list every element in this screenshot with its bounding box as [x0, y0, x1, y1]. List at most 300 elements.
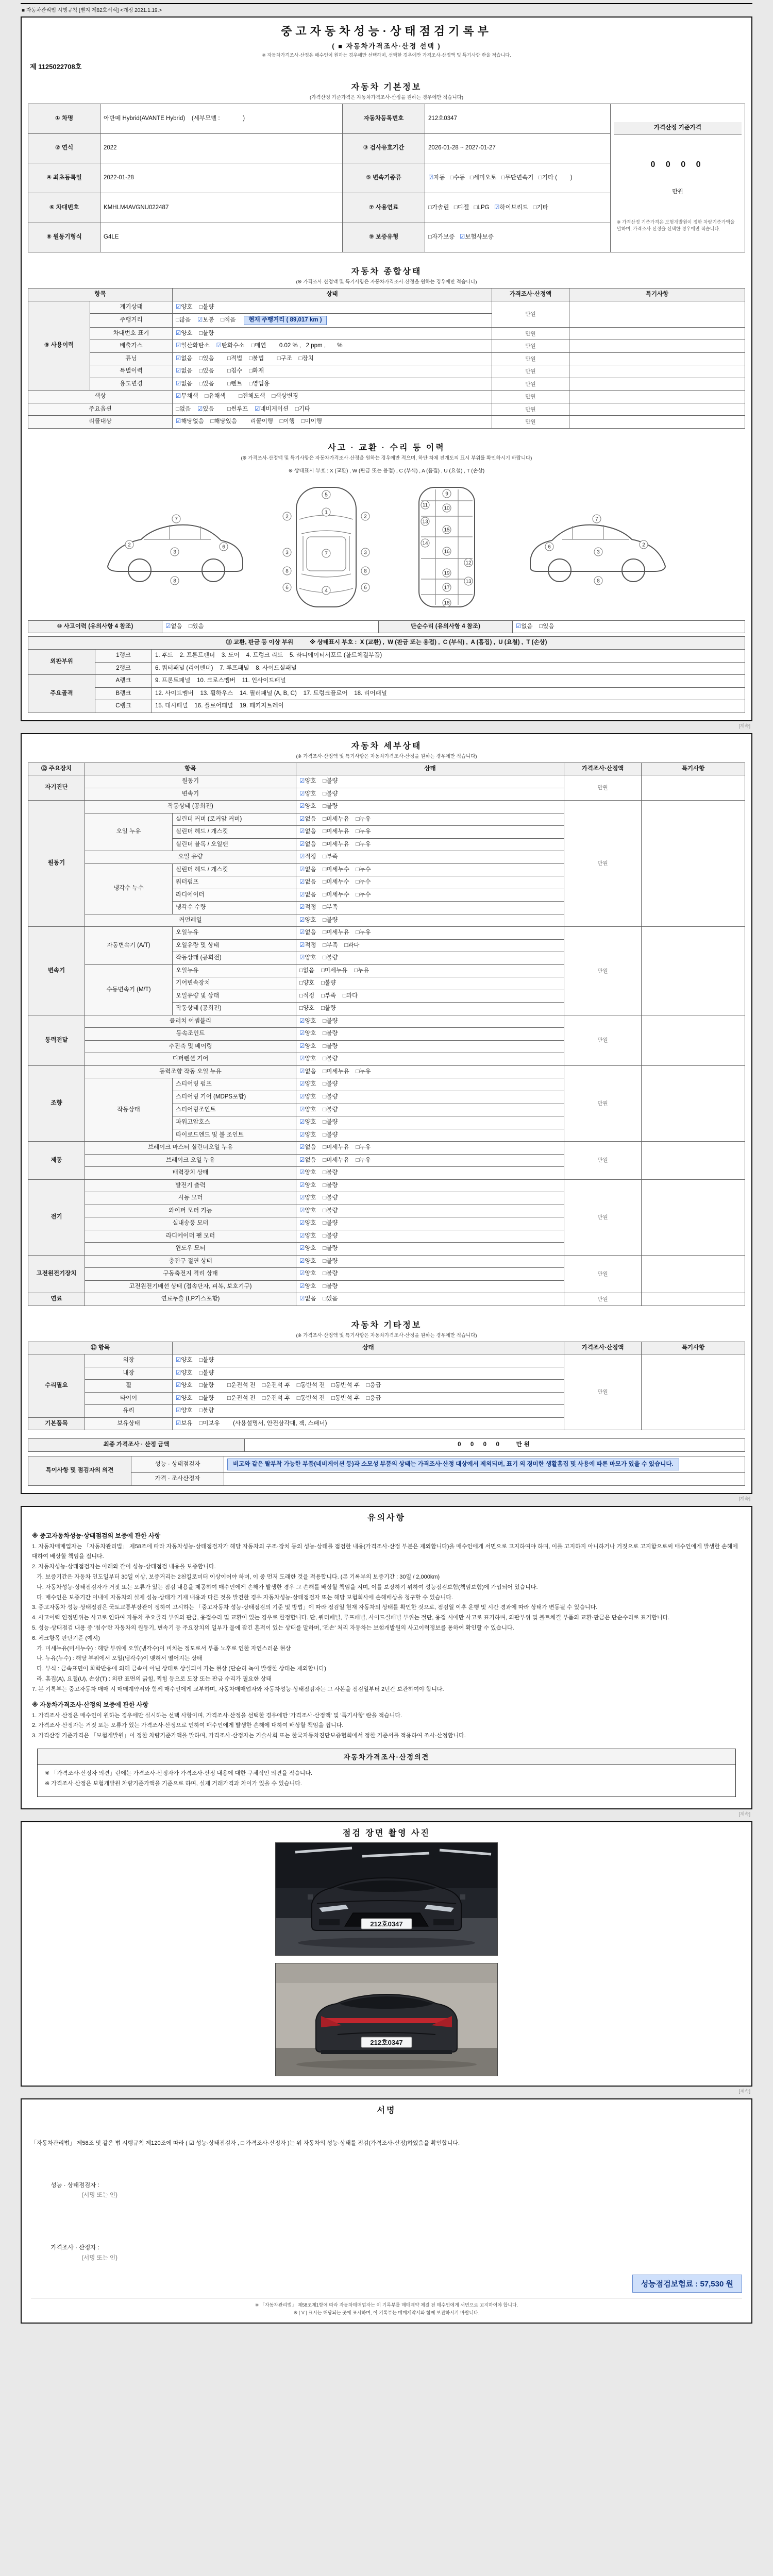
overall-title: 자동차 종합상태 — [351, 267, 422, 277]
table-cell: 1. 후드 2. 프론트펜더 3. 도어 4. 트렁크 리드 5. 라디에이터서포트 (볼트체결부품) — [152, 650, 745, 663]
notice-line: 4. 사고이력 인정범위는 사고로 인하여 자동차 주요골격 부위의 판금, 용접수리 및 교환이 있는 경우로 한정합니다. 단, 쿼터패널, 루프패널, 사이드실패널 부위는 절단, 용접 시에만 사고로 표기하며, 외판부위 및 볼트체결 부품의 교환·판금은 단순수리로 표기합니다. — [32, 1615, 670, 1621]
table-cell: ☑양호 □불량 — [296, 1104, 564, 1116]
notice-line: 다. 매수인은 보증기간 이내에 자동차의 실제 성능·상태가 기재 내용과 다른 것을 발견한 경우 자동차성능·상태점검자 또는 해당 보험회사에 손해배상을 청구할 수 있습니다. — [32, 1594, 453, 1601]
section-basic-info — [22, 75, 751, 260]
fuel-value: □가솔린 □디젤 □LPG ☑하이브리드 □기타 — [425, 193, 611, 223]
table-cell: B랭크 — [95, 687, 152, 700]
table-cell: 실린더 커버 (로커암 커버) — [173, 813, 296, 826]
notice-line: ※ 가격조사·산정은 보험개발원 차량기준가액을 기준으로 하며, 실제 거래가격과 차이가 있을 수 있습니다. — [45, 1780, 302, 1787]
notice-section1-list — [32, 1542, 741, 1695]
svg-text:8: 8 — [285, 568, 289, 574]
car-diagram-side-right — [516, 489, 681, 605]
opinion-appraiser-text — [224, 1473, 745, 1486]
table-cell: ☑적정 □부족 — [296, 902, 564, 914]
table-cell: 가격조사·산정액 — [564, 1342, 642, 1354]
table-cell: 만원 — [564, 801, 642, 927]
table-cell: 만원 — [492, 403, 569, 416]
warranty-label: ⑨ 보증유형 — [343, 223, 425, 252]
table-cell: ☑적정 □부족 □과다 — [296, 939, 564, 952]
reg-no-value: 212호0347 — [425, 104, 611, 134]
notice-line: 가. 보증기간은 자동차 인도일부터 30일 이상, 보증거리는 2천킬로미터 이상이어야 하며, 이 중 먼저 도래한 것을 적용합니다. (본 기록부의 보증기간 : 30일 / 2,000km) — [32, 1574, 440, 1581]
table-cell: 만원 — [564, 1293, 642, 1306]
table-cell: 클러치 어셈블리 — [85, 1015, 296, 1028]
card-photos — [21, 1821, 752, 2087]
engine-value: G4LE — [100, 223, 343, 252]
table-cell: ☑양호 □불량 — [296, 1129, 564, 1142]
car-name-label: ① 차명 — [28, 104, 100, 134]
valuation-opinion-box — [37, 1749, 736, 1797]
table-cell: ☑양호 □불량 — [296, 1028, 564, 1041]
table-cell: ☑없음 □미세누유 □누유 — [296, 826, 564, 839]
table-cell: 동력조향 작동 오일 누유 — [85, 1065, 296, 1078]
table-cell: □없음 □미세누유 □누유 — [296, 964, 564, 977]
table-cell — [569, 301, 745, 327]
table-cell: ☑없음 □있음 □적법 □불법 □구조 □장치 — [173, 352, 492, 365]
table-cell: 실린더 블록 / 오일팬 — [173, 838, 296, 851]
table-cell — [569, 378, 745, 391]
valid-value: 2026-01-28 ~ 2027-01-27 — [425, 133, 611, 163]
transmission-label: ⑤ 변속기종류 — [343, 163, 425, 193]
opinion-title: 특이사항 및 점검자의 의견 — [28, 1456, 131, 1485]
table-cell: 자기진단 — [28, 775, 85, 801]
table-cell: ☑양호 □불량 — [296, 801, 564, 814]
table-cell: 1랭크 — [95, 650, 152, 663]
table-cell: ⑫ 주요장치 — [28, 762, 85, 775]
year-label: ② 연식 — [28, 133, 100, 163]
table-cell: ☑없음 □있음 — [296, 1293, 564, 1306]
rear-license-plate: 212호0347 — [370, 2038, 403, 2046]
table-cell — [569, 403, 745, 416]
table-cell: ☑없음 □미세누유 □누유 — [296, 813, 564, 826]
table-cell: 만원 — [564, 1354, 642, 1430]
table-cell: 만원 — [564, 927, 642, 1015]
table-cell: 원동기 — [28, 801, 85, 927]
car-diagram-row — [28, 477, 745, 620]
notice-line: 1. 자동차매매업자는 「자동차관리법」 제58조에 따라 자동차성능·상태점검자가 해당 자동차의 구조·장치 등의 성능·상태를 점검한 내용(가격조사·산정 부분은 제외합니다)을 매수인에게 서면으로 고지하여야 하며, 이를 고지하지 아니하거나 거짓으로 고지함으로써 매수인에게 발생한 손해에 대하여 배상할 책임을 집니다. — [32, 1543, 740, 1560]
table-cell: ☑양호 □불량 — [173, 1405, 564, 1418]
table-cell: 상태 — [296, 762, 564, 775]
table-cell: ☑양호 □불량 — [296, 914, 564, 927]
table-cell: 구동축전지 격리 상태 — [85, 1268, 296, 1281]
car-diagram-top — [275, 480, 378, 614]
notice-line: ※ 「가격조사·산정자 의견」란에는 가격조사·산정자가 가격조사·산정 내용에 대한 구체적인 의견을 적습니다. — [45, 1770, 313, 1776]
table-cell: 실린더 헤드 / 개스킷 — [173, 826, 296, 839]
card-main-info — [21, 16, 752, 721]
table-cell: 고전원전기장치 — [28, 1255, 85, 1293]
legal-footnote-2: ※ [ V ] 표시는 해당되는 곳에 표시하며, 이 기록부는 매매계약서와 함께 보관하시기 바랍니다. — [293, 2310, 480, 2315]
table-cell: 오일 유량 — [85, 851, 296, 864]
table-cell: ☑양호 □불량 — [296, 1205, 564, 1217]
table-cell: 만원 — [564, 1142, 642, 1180]
table-cell: 만원 — [564, 1015, 642, 1065]
table-cell: C랭크 — [95, 700, 152, 713]
svg-text:6: 6 — [222, 544, 225, 550]
table-cell: 만원 — [492, 301, 569, 327]
page-title: 중고자동차성능·상태점검기록부 — [281, 25, 492, 38]
table-cell — [569, 352, 745, 365]
svg-text:8: 8 — [597, 578, 600, 584]
table-cell: ☑없음 □미세누유 □누유 — [296, 1065, 564, 1078]
table-cell — [642, 1179, 745, 1255]
overall-state-table — [28, 288, 745, 429]
engine-label: ⑧ 원동기형식 — [28, 223, 100, 252]
table-cell: 동력전달 — [28, 1015, 85, 1065]
notice-title: 유의사항 — [367, 1513, 406, 1522]
table-cell: 휠 — [85, 1380, 173, 1393]
table-cell: ☑없음 □미세누유 □누유 — [296, 1154, 564, 1167]
svg-text:5: 5 — [325, 492, 328, 498]
table-cell: 주요골격 — [28, 675, 95, 713]
legal-footnote-1: ※ 「자동차관리법」 제58조제1항에 따라 자동차매매업자는 이 기록부를 매매계약 체결 전 매수인에게 서면으로 고지하여야 합니다. — [255, 2302, 518, 2308]
table-cell: 라디에이터 팬 모터 — [85, 1230, 296, 1243]
transmission-value: ☑자동 □수동 □세미오토 □무단변속기 □기타 ( ) — [425, 163, 611, 193]
table-cell: ☑양호 □불량 — [296, 1053, 564, 1066]
opinion-appraiser-label: 가격 · 조사산정자 — [131, 1473, 224, 1486]
section-final-price — [22, 1437, 751, 1493]
signer-appraiser — [31, 2233, 536, 2274]
page-continue-marker: [계속] — [738, 1811, 750, 1817]
table-cell: 만원 — [492, 391, 569, 403]
section-accident-history — [22, 436, 751, 720]
notice-line: 7. 본 기록부는 중고자동차 매매 시 매매계약서와 함께 매수인에게 교부하며, 자동차매매업자와 자동차성능·상태점검자는 그 사본을 점검일부터 2년간 보관하여야 합니다. — [32, 1686, 444, 1692]
price-basis-note: ※ 가격산정 기준가격은 보험개발원이 정한 차량기준가액을 말하며, 가격조사·산정을 선택한 경우에만 적습니다. — [617, 219, 736, 231]
table-cell — [642, 927, 745, 1015]
table-cell: ☑없음 □있음 — [162, 620, 379, 633]
notice-line: 2. 자동차성능·상태점검자는 아래와 같이 성능·상태점검 내용을 보증합니다. — [32, 1564, 216, 1570]
table-cell: 기본품목 — [28, 1417, 85, 1430]
svg-text:16: 16 — [444, 549, 450, 555]
notice-line: 나. 자동차성능·상태점검자가 거짓 또는 오류가 있는 점검 내용을 제공하여 매수인에게 손해가 발생한 경우 그 손해를 배상할 책임을 지며, 이를 보장하기 위하여 성능점검보험(책임보험)에 가입되어 있습니다. — [32, 1584, 538, 1590]
table-cell: ☑일산화탄소 ☑탄화수소 □매연 0.02 % , 2 ppm , % — [173, 340, 492, 353]
notice-section2-title: ※ 자동차가격조사·산정의 보증에 관한 사항 — [32, 1701, 149, 1708]
table-cell: 작동상태 (공회전) — [173, 952, 296, 965]
table-cell: 항목 — [28, 289, 173, 301]
photo-front — [275, 1842, 498, 1956]
page-continue-marker: [계속] — [738, 723, 750, 728]
price-basis-digits: 0 0 0 0 — [650, 160, 705, 169]
table-cell: ☑없음 □미세누유 □누유 — [296, 838, 564, 851]
notice-section1-title: ※ 중고자동차성능·상태점검의 보증에 관한 사항 — [32, 1532, 161, 1539]
table-cell: 실린더 헤드 / 개스킷 — [173, 863, 296, 876]
mileage-highlight: 현재 주행거리 ( 89,017 km ) — [244, 316, 326, 325]
table-cell: 배출가스 — [90, 340, 173, 353]
table-cell: ☑보유 □미보유 (사용설명서, 안전삼각대, 잭, 스패너) — [173, 1417, 564, 1430]
sign-confirm-text: 「자동차관리법」 제58조 및 같은 법 시행규칙 제120조에 따라 ( ☑ 성능·상태점검자 , □ 가격조사·산정자 )는 위 자동차의 성능·상태를 점검(가격조사·산정)하였음을 확인합니다. — [31, 2140, 460, 2146]
table-cell: ☑양호 □불량 — [173, 301, 492, 314]
table-cell: 가격조사·산정액 — [564, 762, 642, 775]
table-cell: 실내송풍 모터 — [85, 1217, 296, 1230]
etc-note: (※ 가격조사·산정액 및 특기사항은 자동차가격조사·산정을 원하는 경우에만 적습니다) — [296, 1332, 477, 1338]
table-cell: 조향 — [28, 1065, 85, 1141]
photo-rear — [275, 1963, 498, 2076]
table-cell: 오일누유 — [173, 927, 296, 940]
table-cell: ☑양호 □불량 — [296, 1179, 564, 1192]
accident-title: 사고 · 교환 · 수리 등 이력 — [328, 443, 445, 452]
table-cell: 차대번호 표기 — [90, 327, 173, 340]
table-cell: 외판부위 — [28, 650, 95, 675]
notice-line: 1. 가격조사·산정은 매수인이 원하는 경우에만 실시하는 선택 사항이며, 가격조사·산정을 선택한 경우에만 '가격조사·산정액' 및 '특기사항' 란을 적습니다. — [32, 1712, 402, 1719]
svg-text:2: 2 — [642, 542, 645, 548]
table-cell: 라디에이터 — [173, 889, 296, 902]
table-cell: 항목 — [85, 762, 296, 775]
table-cell: □양호 □불량 — [296, 977, 564, 990]
table-cell — [642, 1065, 745, 1141]
table-cell: 수리필요 — [28, 1354, 85, 1418]
card-notices — [21, 1506, 752, 1809]
table-cell: ☑양호 □불량 — [296, 1015, 564, 1028]
signer-appraiser-seal: (서명 또는 인) — [81, 2255, 117, 2261]
table-cell: □적정 □부족 □과다 — [296, 990, 564, 1003]
table-cell: 주행거리 — [90, 314, 173, 328]
table-cell: 만원 — [564, 1179, 642, 1255]
section-etc-info — [22, 1313, 751, 1438]
table-cell: 주요옵션 — [28, 403, 173, 416]
svg-text:13: 13 — [422, 519, 428, 525]
table-cell: ☑없음 □미세누수 □누수 — [296, 863, 564, 876]
svg-text:3: 3 — [285, 550, 289, 556]
table-cell: ☑양호 □불량 — [173, 327, 492, 340]
table-cell: 계기상태 — [90, 301, 173, 314]
notice-line: 3. 가격산정 기준가격은 「보험개발원」이 정한 차량기준가액을 말하며, 가격조사·산정자는 기술사회 또는 한국자동차진단보증협회에서 정한 기준서를 적용하여 조사·산정합니다. — [32, 1733, 466, 1739]
svg-text:3: 3 — [173, 549, 176, 555]
table-cell: 12. 사이드멤버 13. 휠하우스 14. 필러패널 (A, B, C) 17. 트렁크플로어 18. 리어패널 — [152, 687, 745, 700]
table-cell: □양호 □불량 — [296, 1003, 564, 1015]
final-price-label: 최종 가격조사 · 산정 금액 — [28, 1439, 245, 1452]
table-cell — [569, 391, 745, 403]
notice-body — [22, 1524, 751, 1808]
table-cell: ☑없음 □미세누유 □누유 — [296, 1142, 564, 1155]
table-cell: 스티어링 기어 (MDPS포함) — [173, 1091, 296, 1104]
signer-inspector-seal: (서명 또는 인) — [81, 2192, 117, 2199]
table-cell: ☑양호 □불량 — [173, 1367, 564, 1380]
notice-line: 라. 흠집(A), 요철(U), 손상(T) : 외판 표면의 긁힘, 찍힘 등으로 도장 또는 판금 수리가 필요한 상태 — [32, 1676, 272, 1682]
state-symbols-legend: ※ 상태표시 부호 : X (교환) , W (판금 또는 용접) , C (부식) , A (흠집) , U (요철) , T (손상) — [288, 468, 485, 474]
svg-text:7: 7 — [595, 516, 598, 522]
table-cell: 스티어링조인트 — [173, 1104, 296, 1116]
table-cell: 만원 — [564, 775, 642, 801]
svg-text:3: 3 — [364, 550, 367, 556]
table-cell: 연료 — [28, 1293, 85, 1306]
table-cell: 만원 — [492, 416, 569, 429]
page-continue-marker: [계속] — [738, 2088, 750, 2094]
table-cell: 원동기 — [85, 775, 296, 788]
table-cell — [569, 416, 745, 429]
table-cell: 와이퍼 모터 기능 — [85, 1205, 296, 1217]
table-cell: ⑩ 사고이력 (유의사항 4 참조) — [28, 620, 162, 633]
table-cell: 2랭크 — [95, 662, 152, 675]
exchange-rank-table — [28, 636, 745, 713]
svg-text:10: 10 — [444, 505, 450, 512]
table-cell: ⑬ 항목 — [28, 1342, 173, 1354]
table-cell: 튜닝 — [90, 352, 173, 365]
table-cell: ☑양호 □불량 — [296, 1243, 564, 1256]
table-cell: ☑무채색 □유채색 □전체도색 □색상변경 — [173, 391, 492, 403]
svg-text:6: 6 — [548, 544, 551, 550]
table-cell — [569, 365, 745, 378]
table-cell: 기어변속장치 — [173, 977, 296, 990]
table-cell: 작동상태 (공회전) — [85, 801, 296, 814]
signer-inspector-label: 성능 · 상태점검자 : — [51, 2182, 99, 2189]
legal-footnotes — [31, 2298, 742, 2316]
table-cell — [642, 1255, 745, 1293]
svg-text:8: 8 — [364, 568, 367, 574]
table-cell: 작동상태 (공회전) — [173, 1003, 296, 1015]
detail-state-table — [28, 762, 745, 1306]
table-cell: A랭크 — [95, 675, 152, 688]
card-detail-state — [21, 733, 752, 1494]
svg-text:19: 19 — [444, 570, 450, 577]
table-cell: 리콜대상 — [28, 416, 173, 429]
signer-inspector — [31, 2171, 536, 2211]
svg-text:8: 8 — [173, 578, 176, 584]
table-cell: 용도변경 — [90, 378, 173, 391]
fuel-label: ⑦ 사용연료 — [343, 193, 425, 223]
table-cell: ☑양호 □불량 — [296, 1078, 564, 1091]
table-cell: ☑양호 □불량 — [296, 1230, 564, 1243]
svg-text:17: 17 — [444, 585, 450, 591]
table-cell: 만원 — [492, 378, 569, 391]
photo-front-image — [276, 1843, 497, 1955]
overall-note: (※ 가격조사·산정액 및 특기사항은 자동차가격조사·산정을 원하는 경우에만 적습니다) — [296, 279, 477, 285]
table-cell: 오일 누유 — [85, 813, 173, 851]
svg-text:9: 9 — [445, 491, 448, 497]
table-cell: ☑없음 □미세누수 □누수 — [296, 876, 564, 889]
table-cell: 만원 — [492, 352, 569, 365]
table-cell: 커먼레일 — [85, 914, 296, 927]
table-cell: 브레이크 마스터 실린더오일 누유 — [85, 1142, 296, 1155]
basic-title: 자동차 기본정보 — [351, 83, 422, 92]
table-cell — [642, 1142, 745, 1180]
table-cell: ⑪ 교환, 판금 등 이상 부위 ※ 상태표시 부호 : X (교환) , W (판금 또는 용접) , C (부식) , A (흠집) , U (요철) , T (손상) — [28, 637, 745, 650]
table-cell: ☑양호 □불량 — [296, 788, 564, 801]
table-cell — [569, 327, 745, 340]
final-price-table — [28, 1438, 745, 1452]
valuation-box-title: 자동차가격조사·산정의견 — [38, 1749, 735, 1765]
table-cell: 오일유량 및 상태 — [173, 939, 296, 952]
car-diagram-frame — [395, 480, 498, 614]
table-cell: ☑없음 □있음 □렌트 □영업용 — [173, 378, 492, 391]
vin-label: ⑥ 차대번호 — [28, 193, 100, 223]
opinion-table — [28, 1456, 745, 1486]
notice-line: 다. 부식 : 금속표면이 화학반응에 의해 금속이 아닌 상태로 상실되어 가는 현상 (단순히 녹이 발생한 상태는 제외합니다) — [32, 1666, 326, 1672]
sign-title: 서명 — [377, 2106, 396, 2115]
table-cell: 타이어 — [85, 1392, 173, 1405]
document-number: 제 1125022708호 — [30, 63, 82, 71]
year-value: 2022 — [100, 133, 343, 163]
table-cell — [642, 1354, 745, 1430]
valuation-box-body — [38, 1765, 735, 1797]
etc-title: 자동차 기타정보 — [351, 1320, 422, 1330]
first-reg-value: 2022-01-28 — [100, 163, 343, 193]
vin-value: KMHLM4AVGNU022487 — [100, 193, 343, 223]
table-cell: 수동변속기 (M/T) — [85, 964, 173, 1015]
subtitle-note: ※ 자동차가격조사·산정은 매수인이 원하는 경우에만 선택하며, 선택한 경우에만 가격조사·산정액 및 특기사항 란을 적습니다. — [262, 53, 511, 58]
table-cell: 워터펌프 — [173, 876, 296, 889]
valid-label: ③ 검사유효기간 — [343, 133, 425, 163]
table-cell: 스티어링 펌프 — [173, 1078, 296, 1091]
table-cell: 브레이크 오일 누유 — [85, 1154, 296, 1167]
notice-line: 6. 체크항목 판단기준 (예시) — [32, 1635, 100, 1641]
table-cell — [642, 801, 745, 927]
card-signature — [21, 2098, 752, 2324]
opinion-highlight: 비고와 같은 탈부착 가능한 부품(네비게이션 등)과 소모성 부품의 상태는 가격조사·산정 대상에서 제외되며, 표기 외 경미한 생활흠집 및 사용에 따른 마모가 있을 수 있습니다. — [227, 1459, 679, 1470]
svg-text:4: 4 — [325, 588, 328, 594]
svg-text:3: 3 — [597, 549, 600, 555]
table-cell: ☑적정 □부족 — [296, 851, 564, 864]
table-cell: 만원 — [564, 1255, 642, 1293]
svg-text:12: 12 — [465, 560, 472, 566]
svg-text:15: 15 — [444, 527, 450, 533]
table-cell: ☑양호 □불량 □운전석 전 □운전석 후 □동반석 전 □동반석 후 □응급 — [173, 1392, 564, 1405]
table-cell: 시동 모터 — [85, 1192, 296, 1205]
table-cell: 단순수리 (유의사항 4 참조) — [379, 620, 513, 633]
etc-info-table — [28, 1342, 745, 1431]
table-cell: 자동변속기 (A/T) — [85, 927, 173, 965]
notice-section2-list — [32, 1711, 741, 1741]
table-cell: 변속기 — [28, 927, 85, 1015]
price-basis-unit: 만원 — [672, 189, 683, 195]
inspection-premium-badge: 성능점검보험료 : 57,530 원 — [632, 2275, 742, 2293]
table-cell: 가격조사·산정액 — [492, 289, 569, 301]
table-cell: ⑨ 사용이력 — [28, 301, 90, 391]
svg-text:2: 2 — [285, 514, 289, 520]
notice-line: 3. 중고자동차 성능·상태점검은 국토교통부장관이 정하여 고시하는 「중고자동차 성능·상태점검의 기준 및 방법」에 따라 점검일 현재 자동차의 상태를 확인한 것으로, 점검일 이후 운행 및 시간 경과에 따라 상태가 변동될 수 있습니다. — [32, 1604, 598, 1611]
table-cell: ☑양호 □불량 □운전석 전 □운전석 후 □동반석 전 □동반석 후 □응급 — [173, 1380, 564, 1393]
table-cell: 특별이력 — [90, 365, 173, 378]
svg-text:2: 2 — [128, 542, 131, 548]
table-cell: ☑양호 □불량 — [296, 1040, 564, 1053]
table-cell: 9. 프론트패널 10. 크로스멤버 11. 인사이드패널 — [152, 675, 745, 688]
table-cell: 추진축 및 베어링 — [85, 1040, 296, 1053]
table-cell: 15. 대시패널 16. 플로어패널 19. 패키지트레이 — [152, 700, 745, 713]
svg-text:7: 7 — [325, 551, 328, 557]
regulation-text: ■ 자동차관리법 시행규칙 [별지 제82호서식] <개정 2021.1.19.> — [22, 8, 162, 13]
photos-body — [22, 1839, 751, 2086]
detail-note: (※ 가격조사·산정액 및 특기사항은 자동차가격조사·산정을 원하는 경우에만 적습니다) — [296, 753, 477, 759]
notice-line: 나. 누유(누수) : 해당 부위에서 오일(냉각수)이 맺혀서 떨어지는 상태 — [32, 1655, 203, 1662]
table-cell: 외장 — [85, 1354, 173, 1367]
table-cell: 만원 — [564, 1065, 642, 1141]
opinion-inspector-label: 성능 · 상태점검자 — [131, 1456, 224, 1472]
basic-note: (가격산정 기준가격은 자동차가격조사·산정을 원하는 경우에만 적습니다) — [310, 95, 463, 100]
warranty-value: □자가보증 ☑보험사보증 — [425, 223, 611, 252]
table-cell — [569, 340, 745, 353]
table-cell: 연료누출 (LP가스포함) — [85, 1293, 296, 1306]
table-cell: 변속기 — [85, 788, 296, 801]
table-cell: 윈도우 모터 — [85, 1243, 296, 1256]
table-cell: 특기사항 — [569, 289, 745, 301]
svg-text:7: 7 — [175, 516, 178, 522]
table-cell: 상태 — [173, 1342, 564, 1354]
notice-line: 가. 미세누유(미세누수) : 해당 부위에 오일(냉각수)이 비치는 정도로서 부품 노후로 인한 자연스러운 현상 — [32, 1645, 291, 1652]
table-cell: 만원 — [492, 365, 569, 378]
table-cell: ☑없음 □미세누유 □누유 — [296, 927, 564, 940]
table-cell: 만원 — [492, 327, 569, 340]
table-cell: 타이로드엔드 및 볼 조인트 — [173, 1129, 296, 1142]
table-cell: ☑양호 □불량 — [296, 1268, 564, 1281]
document-header — [22, 18, 751, 75]
reg-no-label: 자동차등록번호 — [343, 104, 425, 134]
svg-text:11: 11 — [422, 502, 428, 509]
table-cell: ☑양호 □불량 — [296, 775, 564, 788]
accident-note: (※ 가격조사·산정액 및 특기사항은 자동차가격조사·산정을 원하는 경우에만 적으며, 하단 차체 전개도의 표시 부위를 확인하시기 바랍니다) — [241, 455, 532, 461]
svg-text:1: 1 — [325, 510, 328, 516]
table-cell: ☑해당없음 □해당있음 리콜이행 □이행 □미이행 — [173, 416, 492, 429]
table-cell: ☑양호 □불량 — [296, 952, 564, 965]
photo-rear-image — [276, 1963, 497, 2076]
table-cell: ☑없음 □있음 — [513, 620, 745, 633]
basic-info-table — [28, 104, 745, 252]
